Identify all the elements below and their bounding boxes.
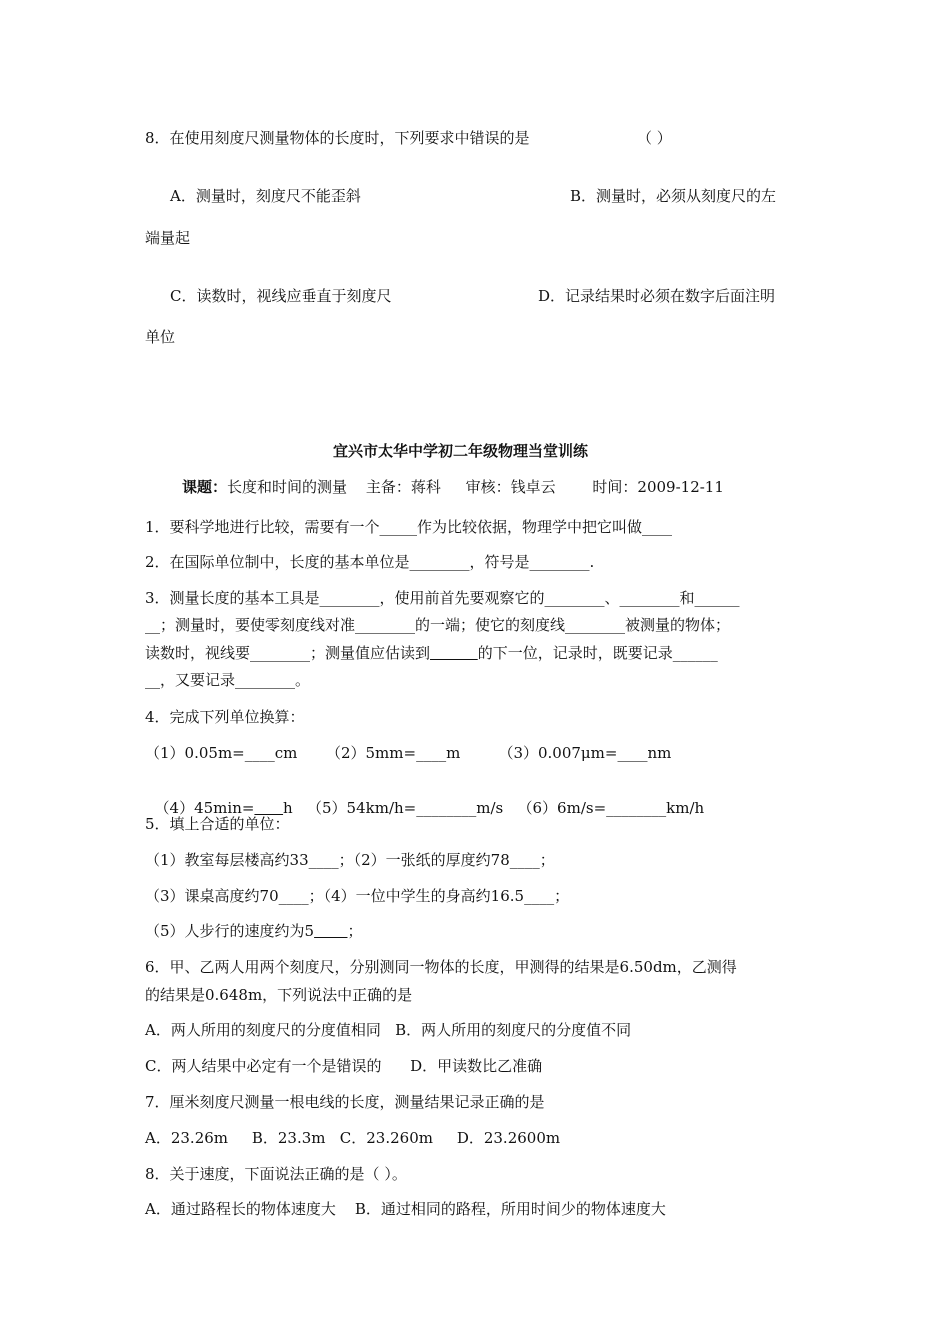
question-6-line-1: 6．甲、乙两人用两个刻度尺，分别测同一物体的长度，甲测得的结果是6.50dm，乙测得 — [145, 958, 737, 976]
question-7: 7．厘米刻度尺测量一根电线的长度，测量结果记录正确的是 — [145, 1093, 545, 1111]
lead-teacher: 主备：蒋科 — [365, 478, 441, 496]
q5-blank — [314, 922, 347, 940]
option-b: B．测量时，必须从刻度尺的左 — [570, 187, 777, 205]
q5-text-a: （5）人步行的速度约为5 — [145, 922, 315, 940]
worksheet-title: 宜兴市太华中学初二年级物理当堂训练 — [333, 442, 589, 460]
question-4: 4．完成下列单位换算： — [145, 708, 305, 726]
reviewer: 审核：钱卓云 — [465, 478, 556, 496]
option-a: A．测量时，刻度尺不能歪斜 — [170, 187, 361, 205]
q3-text-a: 读数时，视线要________；测量值应估读到 — [145, 644, 431, 662]
option-d-continued: 单位 — [145, 328, 176, 346]
question-8-bottom: 8．关于速度，下面说法正确的是（ ）。 — [145, 1165, 407, 1183]
question-4-row-1: （1）0.05m=____cm （2）5mm=____m （3）0.007μm=____nm — [145, 744, 672, 762]
q4-text-a: （4）45min= — [154, 799, 255, 817]
question-3-line-3 — [145, 643, 718, 663]
question-5-row-3 — [145, 921, 363, 941]
option-c: C．读数时，视线应垂直于刻度尺 — [170, 287, 392, 305]
answer-paren: （ ） — [637, 129, 672, 147]
question-6-options-ab: A．两人所用的刻度尺的分度值相同 B．两人所用的刻度尺的分度值不同 — [145, 1021, 632, 1039]
question-3-line-1: 3．测量长度的基本工具是________，使用前首先要观察它的________、________和______ — [145, 589, 740, 607]
question-8-options-ab: A．通过路程长的物体速度大 B．通过相同的路程，所用时间少的物体速度大 — [145, 1200, 666, 1218]
question-7-options: A．23.26m B．23.3m C．23.260m D．23.2600m — [145, 1129, 561, 1147]
date: 时间：2009-12-11 — [592, 478, 724, 496]
topic-value: 长度和时间的测量 — [227, 478, 348, 496]
question-6-options-cd: C．两人结果中必定有一个是错误的 D．甲读数比乙准确 — [145, 1057, 543, 1075]
question-3-line-4: __，又要记录________。 — [145, 671, 311, 689]
question-2: 2．在国际单位制中，长度的基本单位是________，符号是________. — [145, 553, 595, 571]
question-6-line-2: 的结果是0.648m，下列说法中正确的是 — [145, 986, 413, 1004]
question-5-row-2: （3）课桌高度约70____；（4）一位中学生的身高约16.5____； — [145, 887, 570, 905]
question-8-top: 8．在使用刻度尺测量物体的长度时，下列要求中错误的是 — [145, 129, 530, 147]
question-5: 5．填上合适的单位： — [145, 815, 290, 833]
worksheet-meta — [182, 477, 724, 497]
question-5-row-1: （1）教室每层楼高约33____；（2）一张纸的厚度约78____； — [145, 851, 555, 869]
topic-label: 课题： — [182, 478, 228, 496]
question-1: 1．要科学地进行比较，需要有一个_____作为比较依据，物理学中把它叫做____ — [145, 518, 673, 536]
option-d: D．记录结果时必须在数字后面注明 — [538, 287, 776, 305]
question-4-row-2 — [145, 778, 704, 818]
option-b-continued: 端量起 — [145, 229, 191, 247]
q3-blank — [430, 644, 478, 662]
q5-text-b: ； — [347, 922, 363, 940]
q3-text-b: 的下一位，记录时，既要记录______ — [477, 644, 718, 662]
question-3-line-2: __；测量时，要使零刻度线对准________的一端；使它的刻度线________被测量的物体； — [145, 616, 731, 634]
q4-text-b: h （5）54km/h=________m/s （6）6m/s=________km/h — [283, 799, 705, 817]
